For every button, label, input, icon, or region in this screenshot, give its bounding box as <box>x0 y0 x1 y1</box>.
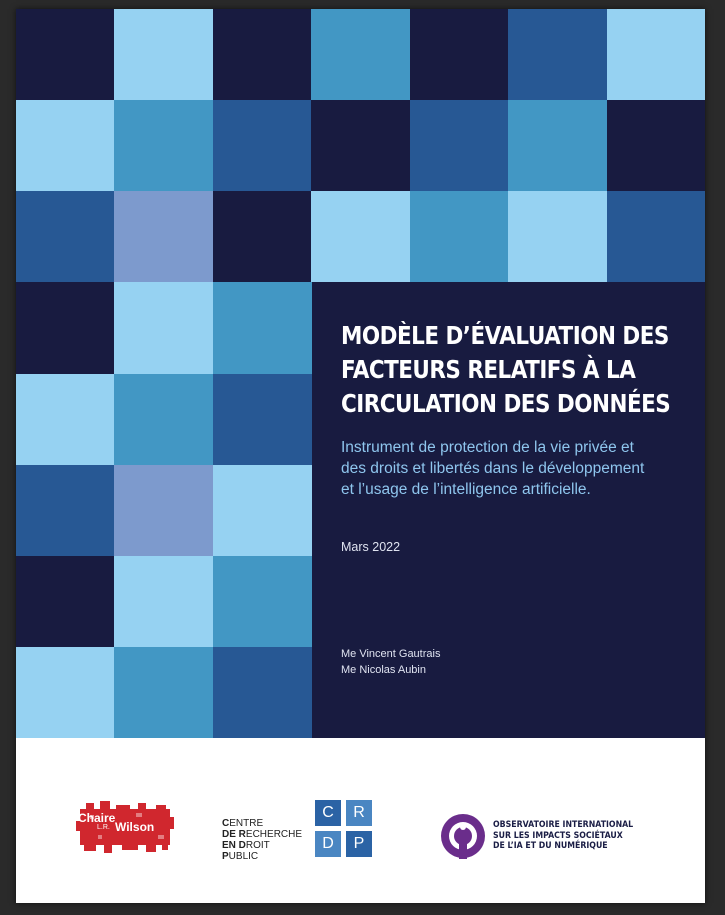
observatoire-logo-icon <box>440 813 486 859</box>
title-panel <box>312 282 705 738</box>
title-line-3: CIRCULATION DES DONNÉES <box>341 389 671 418</box>
mosaic-tile <box>114 465 213 557</box>
observatoire-wordmark <box>493 820 633 852</box>
crdp-box-c: C <box>315 800 341 826</box>
author-1: Me Vincent Gautrais <box>341 648 441 660</box>
mosaic-tile <box>213 9 312 101</box>
mosaic-tile <box>213 191 312 283</box>
mosaic-tile <box>508 191 607 283</box>
mosaic-tile <box>114 556 213 648</box>
mosaic-tile <box>213 465 312 557</box>
authors <box>341 647 440 678</box>
chaire-initials: L.R. <box>97 824 110 831</box>
publication-date: Mars 2022 <box>341 540 401 554</box>
mosaic-tile <box>114 374 213 466</box>
mosaic-tile <box>508 9 607 101</box>
mosaic-tile <box>16 374 115 466</box>
mosaic-tile <box>311 100 410 192</box>
mosaic-tile <box>410 191 509 283</box>
mosaic-tile <box>16 9 115 101</box>
crdp-box-d: D <box>315 831 341 857</box>
crdp-wordmark <box>222 818 302 862</box>
mosaic-tile <box>607 191 705 283</box>
mosaic-tile <box>114 100 213 192</box>
mosaic-tile <box>410 9 509 101</box>
wilson-label: Wilson <box>115 820 155 834</box>
mosaic-tile <box>16 282 115 374</box>
mosaic-tile <box>311 9 410 101</box>
mosaic-tile <box>213 374 312 466</box>
crdp-box-r: R <box>346 800 372 826</box>
crdp-line-1: CENTRE <box>222 818 264 829</box>
obs-line-2: SUR LES IMPACTS SOCIÉTAUX <box>493 830 623 841</box>
mosaic-tile <box>311 191 410 283</box>
mosaic-tile <box>16 647 115 739</box>
title-line-2: FACTEURS RELATIFS À LA <box>341 355 636 384</box>
mosaic-tile <box>607 100 705 192</box>
report-cover <box>16 9 705 903</box>
cover-title <box>341 319 671 421</box>
mosaic-tile <box>114 9 213 101</box>
mosaic-tile <box>607 9 705 101</box>
crdp-line-3: EN DROIT <box>222 840 270 851</box>
obs-line-3: DE L’IA ET DU NUMÉRIQUE <box>493 841 608 851</box>
mosaic-tile <box>114 647 213 739</box>
subtitle-line-3: et l’usage de l’intelligence artificielle. <box>341 481 591 498</box>
obs-line-1: OBSERVATOIRE INTERNATIONAL <box>493 820 634 830</box>
author-2: Me Nicolas Aubin <box>341 663 426 676</box>
mosaic-tile <box>114 282 213 374</box>
mosaic-tile <box>114 191 213 283</box>
subtitle-line-2: des droits et libertés dans le développement <box>341 460 645 477</box>
crdp-box-p: P <box>346 831 372 857</box>
mosaic-tile <box>213 556 312 648</box>
chaire-wilson-logo <box>76 801 174 856</box>
mosaic-tile <box>16 100 115 192</box>
mosaic-tile <box>508 100 607 192</box>
title-line-1: MODÈLE D’ÉVALUATION DES <box>341 321 669 350</box>
crdp-line-2: DE RECHERCHE <box>222 829 303 840</box>
mosaic-tile <box>16 556 115 648</box>
chaire-label: Chaire <box>78 811 116 825</box>
mosaic-tile <box>16 465 115 557</box>
subtitle-line-1: Instrument de protection de la vie privée et <box>341 439 634 456</box>
cover-subtitle <box>341 437 701 500</box>
mosaic-tile <box>213 282 312 374</box>
mosaic-tile <box>213 100 312 192</box>
mosaic-tile <box>410 100 509 192</box>
crdp-line-4: PUBLIC <box>222 851 259 862</box>
partner-logos <box>16 738 705 903</box>
crdp-logo-mark <box>315 800 375 860</box>
mosaic-tile <box>213 647 312 739</box>
mosaic-tile <box>16 191 115 283</box>
